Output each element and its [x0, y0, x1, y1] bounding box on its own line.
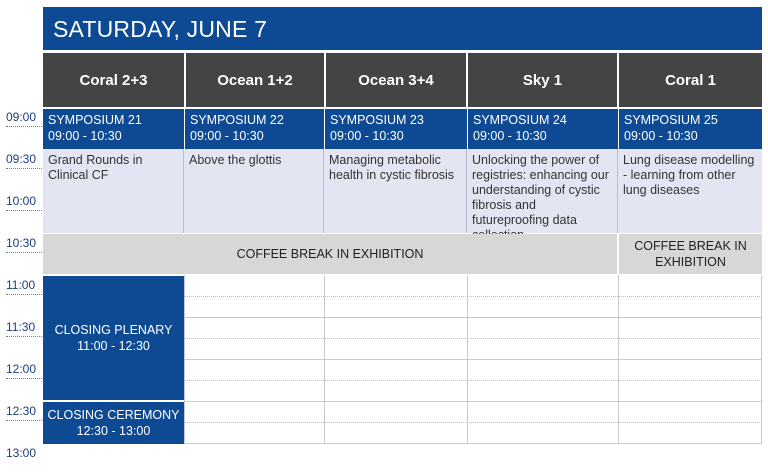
session-time: 09:00 - 10:30 [48, 129, 122, 143]
grid-row-line [184, 296, 762, 297]
time-tick [6, 336, 42, 337]
session-closing-plenary[interactable] [43, 276, 184, 400]
session-closing-ceremony[interactable] [43, 402, 184, 444]
session-time: 12:30 - 13:00 [76, 424, 151, 438]
room-header-ocean-1-2: Ocean 1+2 [186, 53, 324, 107]
time-label-0930: 09:30 [6, 152, 37, 166]
session-time: 09:00 - 10:30 [190, 129, 264, 143]
session-name: CLOSING CEREMONY [47, 408, 180, 422]
session-topic-24: Unlocking the power of registries: enhancing our understanding of cystic fibrosis and futureproofing data [467, 149, 618, 233]
session-time: 11:00 - 12:30 [77, 339, 150, 353]
page-title: SATURDAY, JUNE 7 [43, 7, 762, 50]
coffee-break-main: COFFEE BREAK IN EXHIBITION [43, 234, 617, 274]
session-time: 09:00 - 10:30 [624, 129, 698, 143]
room-header-coral-2-3: Coral 2+3 [43, 53, 184, 107]
session-symposium-25[interactable] [618, 109, 762, 149]
time-tick [6, 420, 42, 421]
time-tick [6, 252, 42, 253]
session-name: SYMPOSIUM 22 [190, 113, 284, 127]
time-label-1300: 13:00 [6, 446, 37, 460]
room-header-coral-1: Coral 1 [619, 53, 762, 107]
grid-row-line [184, 338, 762, 339]
time-label-1100: 11:00 [6, 278, 36, 292]
session-name: SYMPOSIUM 25 [624, 113, 718, 127]
grid-row-line [184, 422, 762, 423]
grid-row-line [184, 317, 762, 318]
session-topic-22: Above the glottis [184, 149, 324, 233]
session-name: SYMPOSIUM 23 [330, 113, 424, 127]
time-label-1200: 12:00 [6, 362, 37, 376]
time-label-1130: 11:30 [6, 320, 36, 334]
time-tick [6, 210, 42, 211]
session-symposium-24[interactable] [467, 109, 618, 149]
time-label-1230: 12:30 [6, 404, 37, 418]
time-tick [6, 378, 42, 379]
time-tick [6, 294, 42, 295]
session-topic-25: Lung disease modelling - learning from other lung diseases [618, 149, 762, 233]
grid-row-line [184, 359, 762, 360]
time-label-0900: 09:00 [6, 110, 37, 124]
session-name: SYMPOSIUM 24 [473, 113, 567, 127]
session-name: CLOSING PLENARY [54, 323, 173, 337]
room-header-sky-1: Sky 1 [468, 53, 617, 107]
time-label-1000: 10:00 [6, 194, 37, 208]
grid-row-line [184, 380, 762, 381]
session-symposium-21[interactable] [43, 109, 184, 149]
session-topic-21: Grand Rounds in Clinical CF [43, 149, 184, 233]
coffee-break-coral-1: COFFEE BREAK IN EXHIBITION [619, 234, 762, 274]
time-label-1030: 10:30 [6, 236, 37, 250]
session-symposium-23[interactable] [324, 109, 467, 149]
session-time: 09:00 - 10:30 [473, 129, 547, 143]
session-symposium-22[interactable] [184, 109, 324, 149]
room-header-ocean-3-4: Ocean 3+4 [326, 53, 466, 107]
session-topic-23: Managing metabolic health in cystic fibrosis [324, 149, 467, 233]
time-tick [6, 168, 42, 169]
session-name: SYMPOSIUM 21 [48, 113, 142, 127]
time-tick [6, 126, 42, 127]
grid-row-line [184, 401, 762, 402]
session-time: 09:00 - 10:30 [330, 129, 404, 143]
